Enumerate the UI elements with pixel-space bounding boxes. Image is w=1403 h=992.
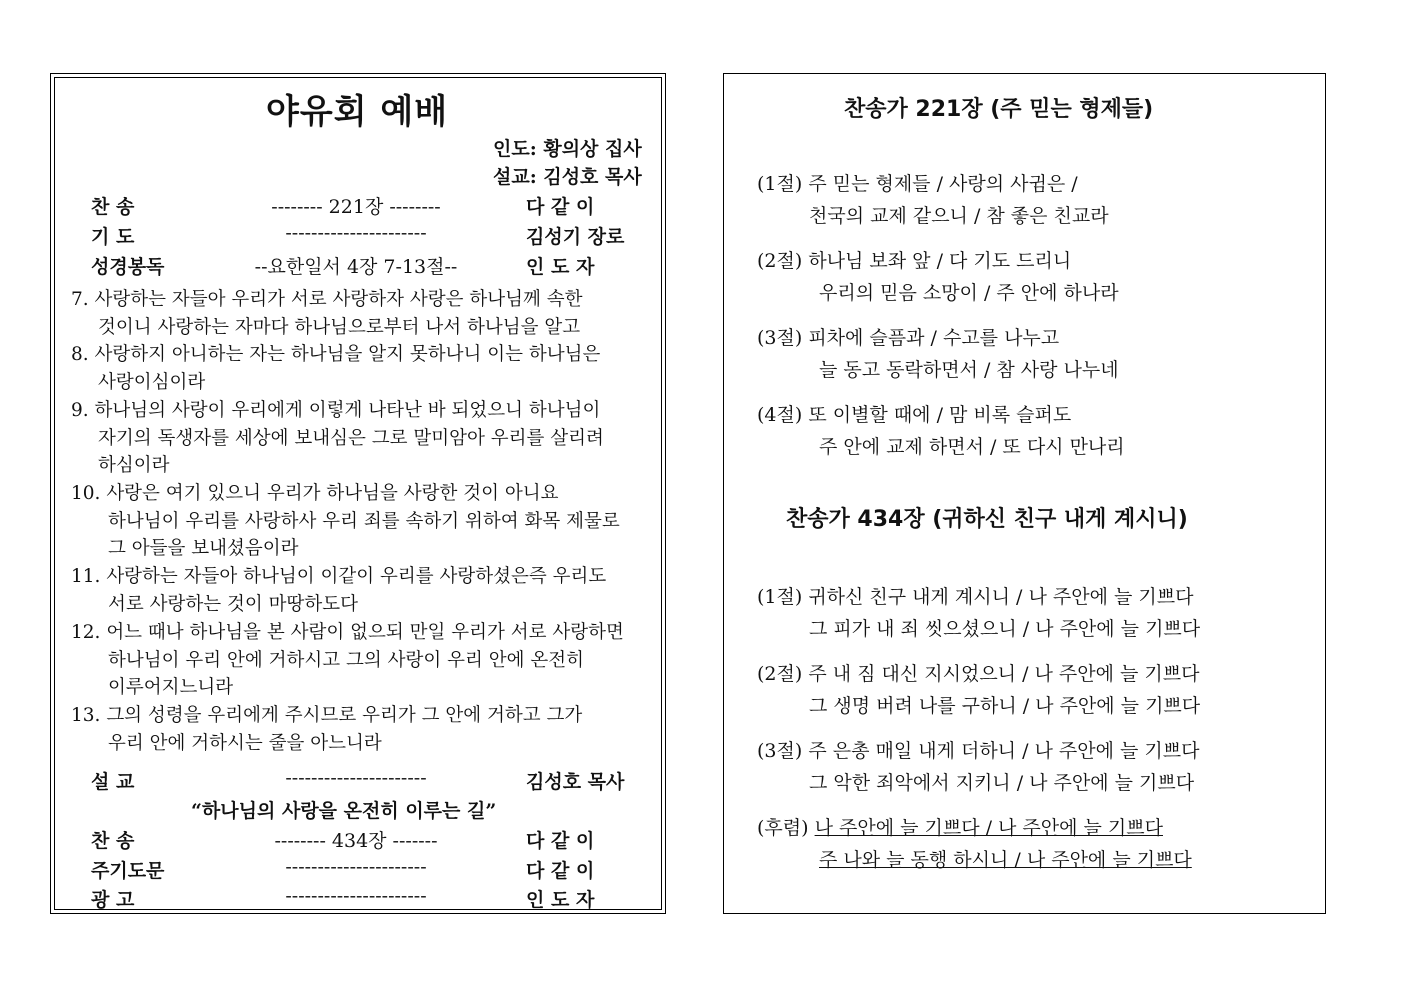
order-who: 인 도 자: [526, 256, 595, 278]
verse-text: 이루어지느니라: [108, 677, 234, 699]
stanza-tag: (1절): [757, 173, 803, 195]
verse-number: 12.: [71, 622, 101, 643]
order-label: 광 고: [91, 889, 135, 911]
order-who: 인 도 자: [526, 889, 595, 911]
verse-text: 서로 사랑하는 것이 마땅하도다: [108, 593, 358, 615]
order-who: 다 같 이: [526, 196, 595, 218]
stanza-line: 주 믿는 형제들 / 사랑의 사귐은 /: [808, 173, 1078, 195]
verse-13: [71, 702, 651, 757]
verse-number: 13.: [71, 705, 101, 726]
stanza-line: 주 내 짐 대신 지시었으니 / 나 주안에 늘 기쁘다: [808, 663, 1200, 685]
sermon-title: “하나님의 사랑을 온전히 이루는 길”: [191, 800, 497, 822]
order-row-announcements: [91, 885, 661, 911]
order-label: 기 도: [91, 226, 135, 248]
hymn-434-refrain: [757, 812, 1192, 876]
verse-number: 7.: [71, 289, 89, 310]
verse-text: 자기의 독생자를 세상에 보내심은 그로 말미암아 우리를 살리려: [98, 427, 604, 449]
verse-10: [71, 480, 651, 563]
verse-text: 하나님이 우리 안에 거하시고 그의 사랑이 우리 안에 온전히: [108, 649, 584, 671]
order-row-prayer: [91, 222, 661, 248]
verse-text: 사랑하는 자들아 하나님이 이같이 우리를 사랑하셨은즉 우리도: [106, 566, 607, 587]
verse-text: 사랑은 여기 있으니 우리가 하나님을 사랑한 것이 아니요: [106, 483, 559, 504]
stanza-tag: (2절): [757, 250, 803, 272]
verse-number: 9.: [71, 400, 89, 421]
stanza-tag: (3절): [757, 740, 803, 762]
stanza-line: 하나님 보좌 앞 / 다 기도 드리니: [808, 250, 1072, 272]
order-who: 다 같 이: [526, 830, 595, 852]
stanza-tag: (3절): [757, 327, 803, 349]
stanza-tag: (1절): [757, 586, 803, 608]
hymn-434-stanza-1: [757, 581, 1200, 645]
order-middle: -------- 434장 -------: [274, 830, 438, 852]
order-middle: ----------------------: [285, 856, 427, 878]
verse-text: 어느 때나 하나님을 본 사람이 없으되 만일 우리가 서로 사랑하면: [106, 622, 624, 643]
refrain-line: 주 나와 늘 동행 하시니 / 나 주안에 늘 기쁘다: [819, 849, 1192, 871]
verse-text: 하나님이 우리를 사랑하사 우리 죄를 속하기 위하여 화목 제물로: [108, 510, 620, 532]
stanza-line: 주 안에 교제 하면서 / 또 다시 만나리: [819, 436, 1125, 458]
stanza-line: 피차에 슬픔과 / 수고를 나누고: [808, 327, 1060, 349]
order-who: 다 같 이: [526, 860, 595, 882]
verse-text: 우리 안에 거하시는 줄을 아느니라: [108, 732, 382, 754]
stanza-tag: (후렴): [757, 817, 809, 839]
order-who: 김성호 목사: [526, 771, 625, 793]
verse-11: [71, 563, 651, 618]
hymn-434-title: 찬송가 434장 (귀하신 친구 내게 계시니): [786, 507, 1188, 532]
verse-text: 하나님의 사랑이 우리에게 이렇게 나타난 바 되었으니 하나님이: [94, 400, 601, 421]
stanza-tag: (4절): [757, 404, 803, 426]
verse-number: 11.: [71, 566, 101, 587]
order-middle: ----------------------: [285, 767, 427, 789]
hymn-434-stanza-2: [757, 658, 1200, 722]
stanza-line: 우리의 믿음 소망이 / 주 안에 하나라: [819, 282, 1119, 304]
order-row-hymn: [91, 192, 661, 218]
hymn-221-stanza-1: [757, 168, 1109, 232]
order-row-closing-hymn: [91, 826, 661, 852]
verse-text: 사랑하는 자들아 우리가 서로 사랑하자 사랑은 하나님께 속한: [94, 289, 583, 310]
leader-line: 인도: 황의상 집사: [493, 138, 642, 160]
stanza-line: 주 은총 매일 내게 더하니 / 나 주안에 늘 기쁘다: [808, 740, 1200, 762]
verse-9: [71, 397, 651, 480]
stanza-line: 천국의 교제 같으니 / 참 좋은 친교라: [809, 205, 1109, 227]
order-label: 찬 송: [91, 830, 135, 852]
verse-text: 그의 성령을 우리에게 주시므로 우리가 그 안에 거하고 그가: [106, 705, 583, 726]
hymn-lyrics-panel: [723, 73, 1326, 914]
stanza-line: 그 생명 버려 나를 구하니 / 나 주안에 늘 기쁘다: [809, 695, 1201, 717]
order-middle: ----------------------: [285, 222, 427, 244]
verse-8: [71, 341, 651, 396]
worship-order-panel: [50, 73, 666, 914]
page-title: 야유회 예배: [266, 92, 449, 132]
stanza-line: 귀하신 친구 내게 계시니 / 나 주안에 늘 기쁘다: [808, 586, 1194, 608]
hymn-221-title: 찬송가 221장 (주 믿는 형제들): [844, 97, 1154, 122]
order-who: 김성기 장로: [526, 226, 625, 248]
verse-number: 10.: [71, 483, 101, 504]
stanza-line: 그 피가 내 죄 씻으셨으니 / 나 주안에 늘 기쁘다: [809, 618, 1201, 640]
order-label: 주기도문: [91, 860, 165, 882]
hymn-221-stanza-4: [757, 399, 1125, 463]
order-label: 찬 송: [91, 196, 135, 218]
verse-text: 하심이라: [98, 455, 170, 477]
order-label: 성경봉독: [91, 256, 165, 278]
hymn-434-stanza-3: [757, 735, 1199, 799]
order-middle: ----------------------: [285, 885, 427, 907]
order-row-lords-prayer: [91, 856, 661, 882]
verse-text: 것이니 사랑하는 자마다 하나님으로부터 나서 하나님을 알고: [98, 316, 581, 338]
stanza-tag: (2절): [757, 663, 803, 685]
stanza-line: 또 이별할 때에 / 맘 비록 슬퍼도: [808, 404, 1072, 426]
hymn-221-stanza-2: [757, 245, 1119, 309]
order-middle: -------- 221장 --------: [271, 196, 441, 218]
verse-text: 사랑하지 아니하는 자는 하나님을 알지 못하나니 이는 하나님은: [94, 344, 601, 365]
verse-7: [71, 286, 651, 341]
verse-12: [71, 619, 651, 702]
preacher-line: 설교: 김성호 목사: [493, 166, 642, 188]
refrain-line: 나 주안에 늘 기쁘다 / 나 주안에 늘 기쁘다: [814, 817, 1163, 839]
stanza-line: 그 악한 죄악에서 지키니 / 나 주안에 늘 기쁘다: [809, 772, 1195, 794]
hymn-221-stanza-3: [757, 322, 1119, 386]
verse-number: 8.: [71, 344, 89, 365]
stanza-line: 늘 동고 동락하면서 / 참 사랑 나누네: [819, 359, 1119, 381]
order-row-sermon: [91, 767, 661, 793]
verse-text: 그 아들을 보내셨음이라: [108, 538, 299, 560]
order-row-scripture: [91, 252, 661, 278]
verse-text: 사랑이심이라: [98, 371, 206, 393]
order-middle: --요한일서 4장 7-13절--: [254, 256, 458, 278]
order-label: 설 교: [91, 771, 135, 793]
